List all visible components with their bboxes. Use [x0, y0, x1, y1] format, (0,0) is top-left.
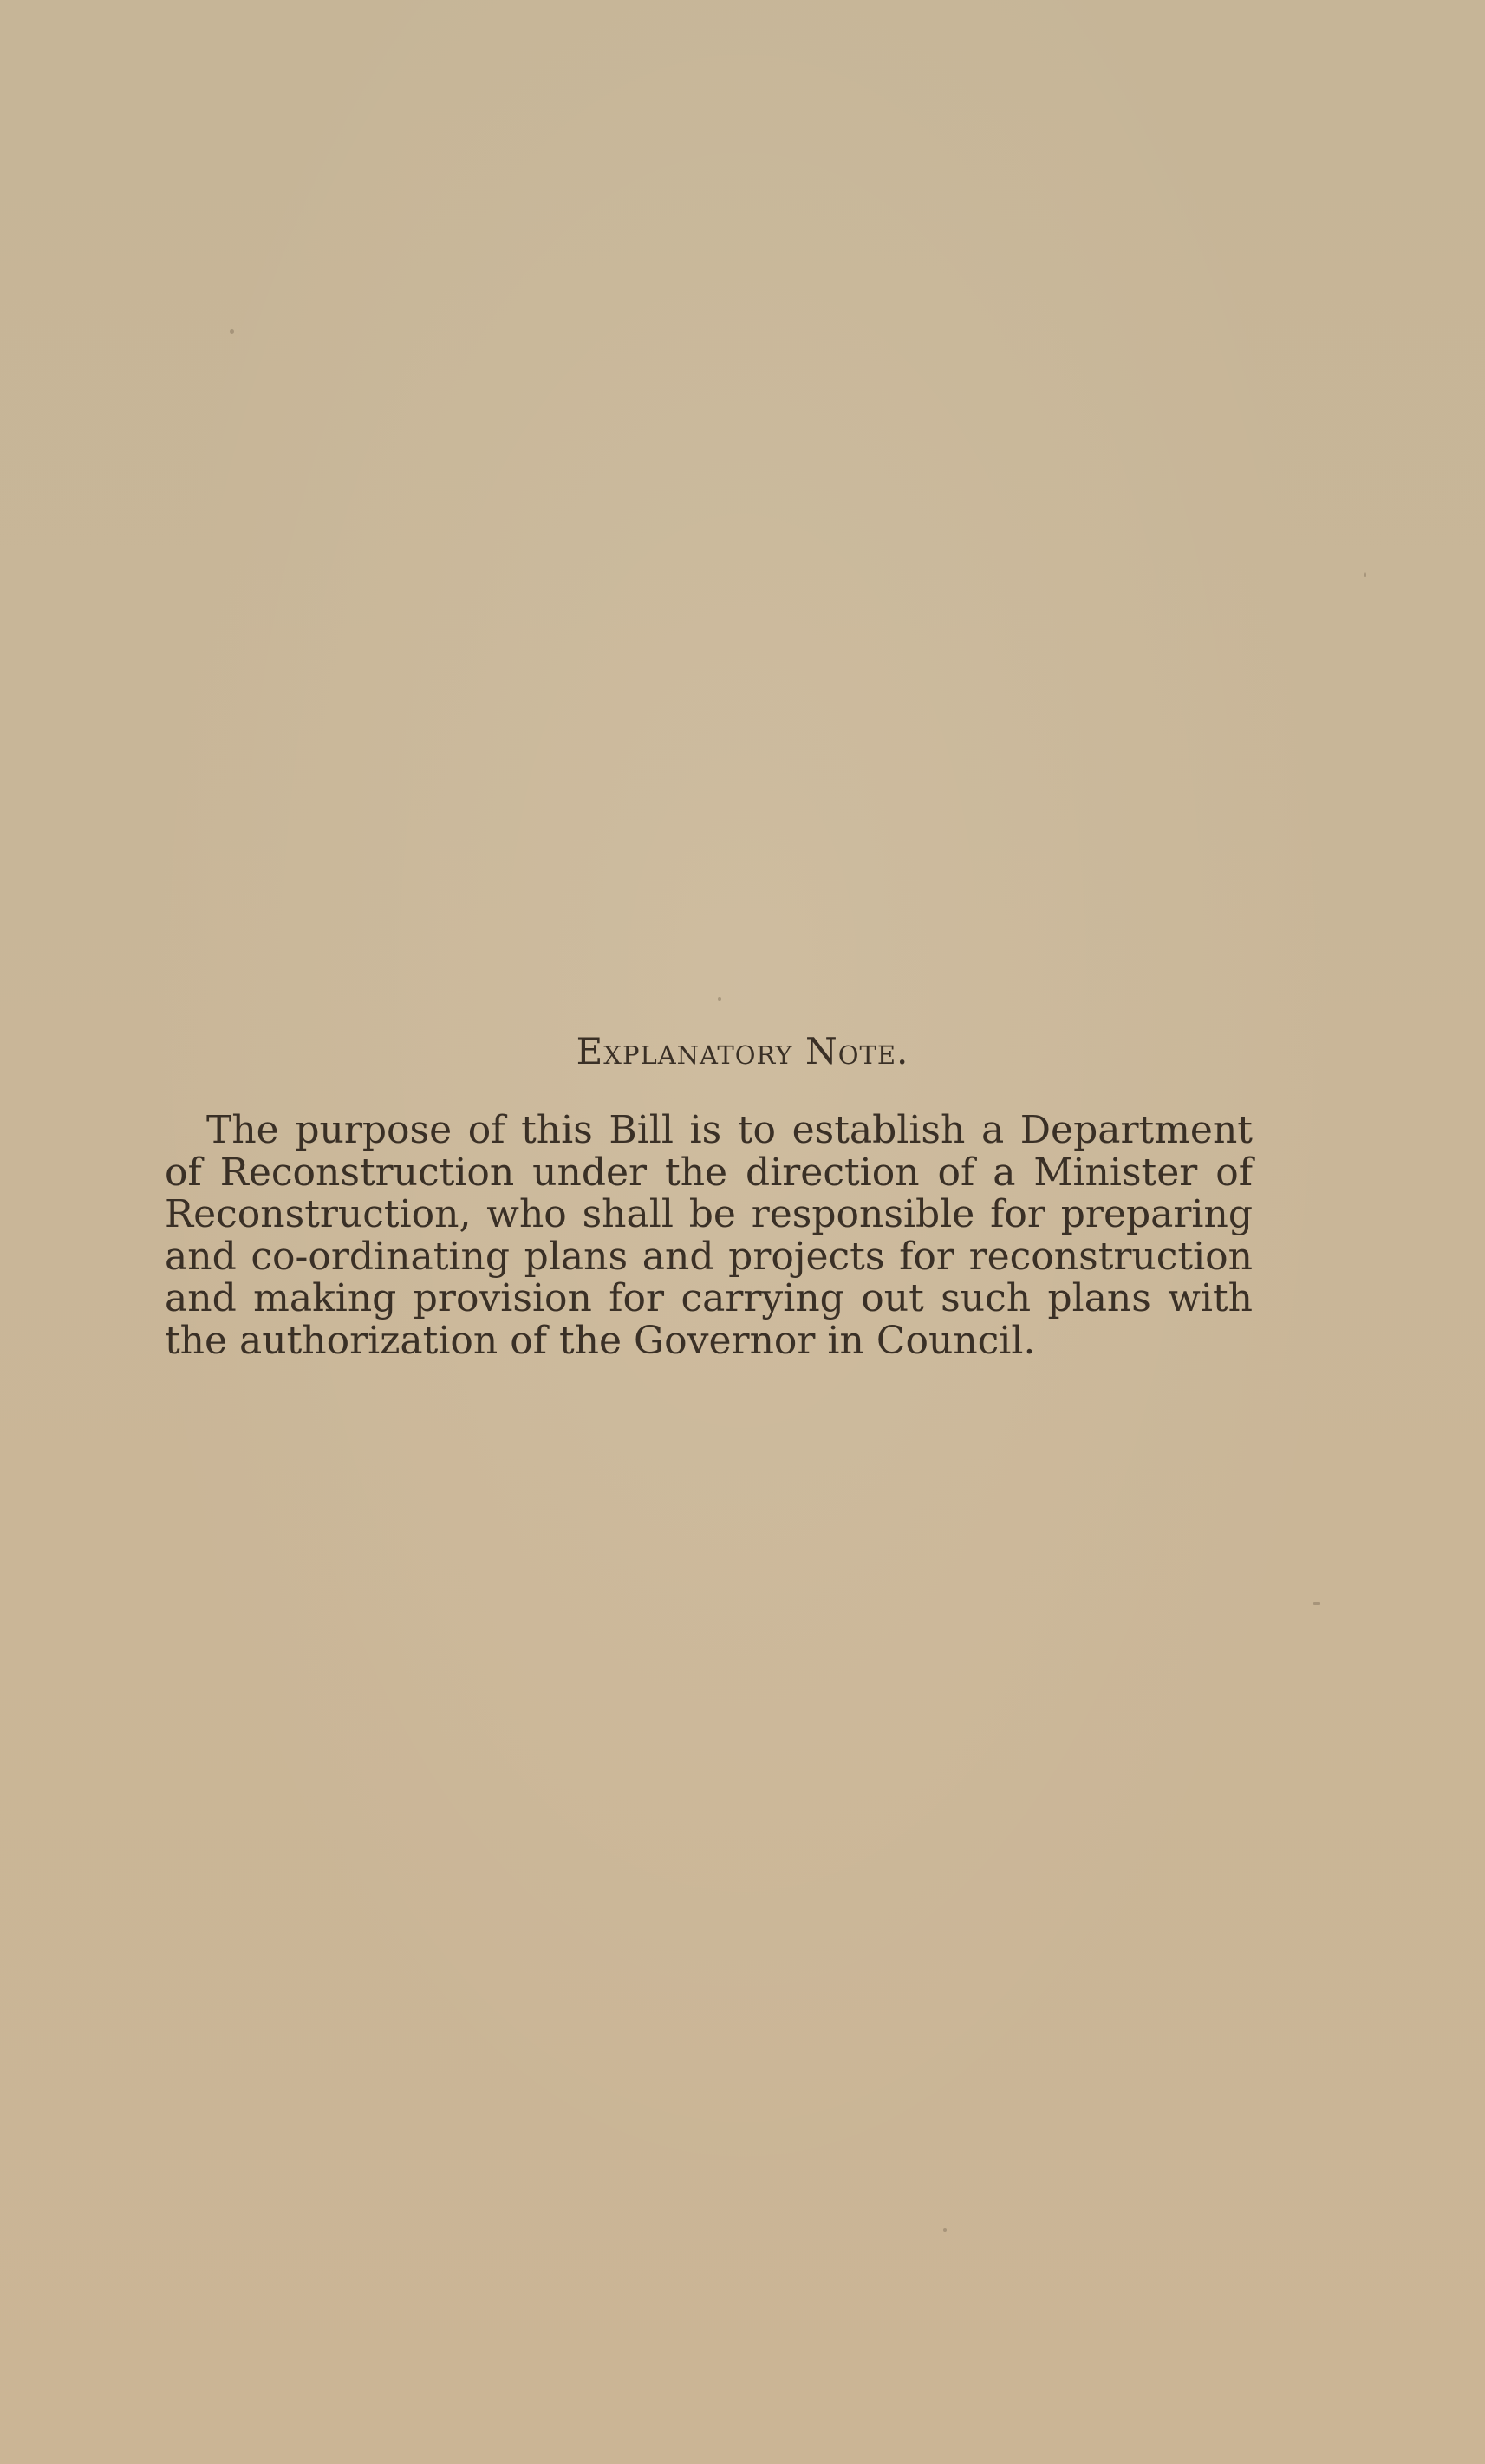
paper-speck: [943, 2228, 947, 2232]
page-title: Explanatory Note.: [576, 1030, 909, 1072]
paper-speck: [1364, 572, 1366, 577]
paper-speck: [230, 329, 234, 334]
note-body: [165, 1110, 1253, 1362]
note-paragraph: The purpose of this Bill is to establish a Department of Reconstruction under the direction of a Minister of Reconstruction, who shall be responsible for preparing and co-ordinating plans and projects for reconstruction and making provision for carrying out such plans with the authorization of the Governor in Council.: [165, 1108, 1253, 1363]
paper-speck: [718, 997, 721, 1001]
paper-speck: [1313, 1602, 1320, 1605]
